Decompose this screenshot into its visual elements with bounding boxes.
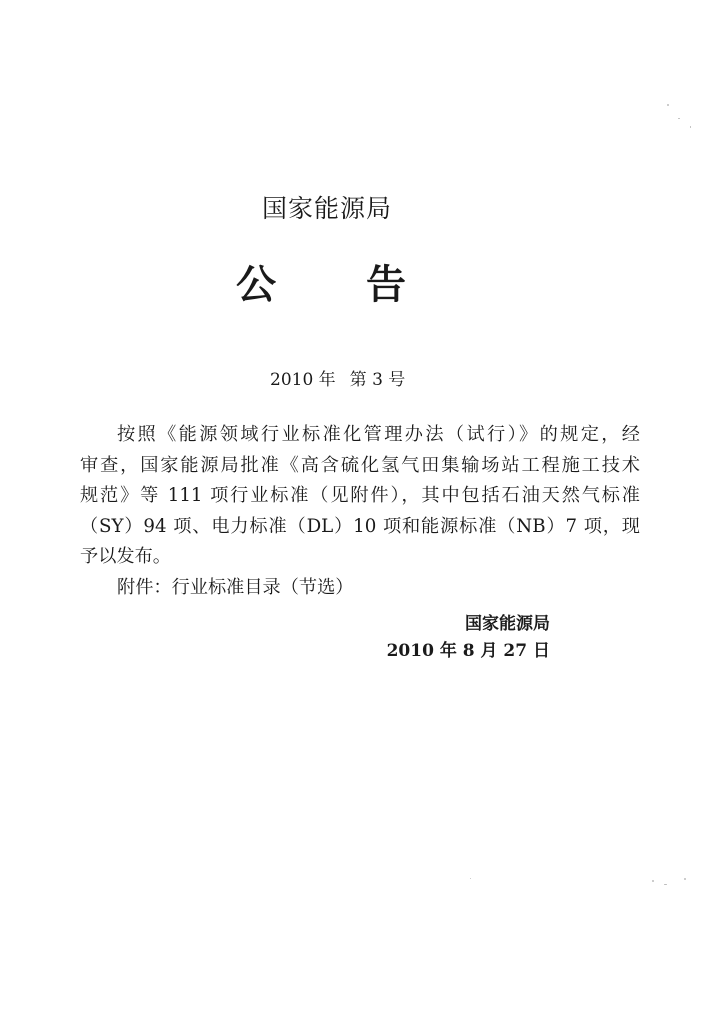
- body-paragraph: [80, 420, 640, 573]
- issue-number: 第 3 号: [349, 370, 406, 390]
- signature-block: [387, 611, 550, 665]
- body-line-2: 审查，国家能源局批准《高含硫化氢气田集输场站工程施工技术: [80, 454, 640, 476]
- scan-speck: [667, 104, 669, 106]
- title-char-1: 公: [236, 261, 276, 308]
- scan-speck: [678, 118, 680, 119]
- title-char-2: 告: [366, 261, 406, 308]
- body-line-1: 按照《能源领域行业标准化管理办法（试行）》的规定，经: [117, 424, 640, 445]
- attachment-note: 附件：行业标准目录（节选）: [117, 576, 354, 598]
- body-line-4: （SY）94 项、电力标准（DL）10 项和能源标准（NB）7 项，现: [80, 515, 640, 537]
- scan-speck: [664, 884, 667, 885]
- scan-speck: [470, 878, 471, 879]
- document-title: [236, 261, 406, 308]
- signature-date: 2010 年 8 月 27 日: [386, 641, 550, 661]
- scan-speck: [684, 878, 686, 880]
- body-line-3: 规范》等 111 项行业标准（见附件），其中包括石油天然气标准: [80, 485, 640, 506]
- body-line-5: 予以发布。: [80, 546, 171, 567]
- scan-speck: [652, 880, 654, 882]
- signature-organization: 国家能源局: [465, 614, 550, 634]
- scan-speck: [690, 126, 691, 128]
- document-number: [270, 368, 405, 392]
- document-year: 2010 年: [270, 370, 336, 390]
- body-text: [80, 420, 640, 603]
- issuer-name: 国家能源局: [262, 194, 393, 223]
